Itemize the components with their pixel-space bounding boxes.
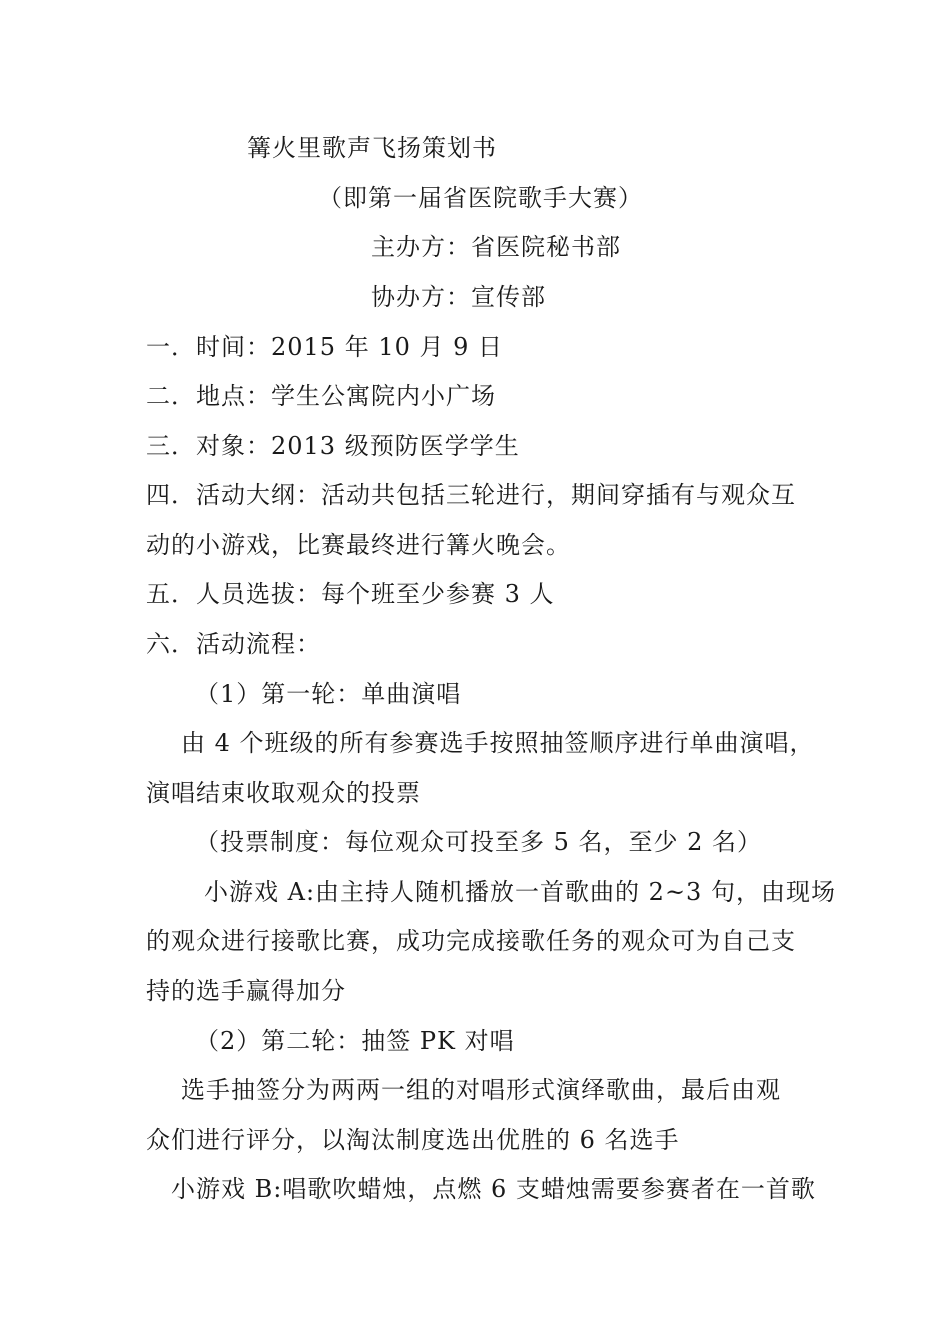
section-audience: 三．对象：2013 级预防医学学生 (146, 432, 520, 460)
round2-line-1: 选手抽签分为两两一组的对唱形式演绎歌曲，最后由观 (181, 1076, 781, 1104)
round1-heading: （1）第一轮：单曲演唱 (195, 680, 462, 708)
game-b-line-1: 小游戏 B:唱歌吹蜡烛，点燃 6 支蜡烛需要参赛者在一首歌 (171, 1175, 816, 1203)
game-a-line-1: 小游戏 A:由主持人随机播放一首歌曲的 2~3 句，由现场 (204, 878, 836, 906)
game-a-line-3: 持的选手赢得加分 (146, 977, 346, 1005)
round2-heading: （2）第二轮：抽签 PK 对唱 (195, 1027, 515, 1055)
round1-line-1: 由 4 个班级的所有参赛选手按照抽签顺序进行单曲演唱， (181, 729, 815, 757)
section-outline-line-1: 四．活动大纲：活动共包括三轮进行，期间穿插有与观众互 (146, 481, 796, 509)
round1-line-2: 演唱结束收取观众的投票 (146, 779, 421, 807)
section-time: 一．时间：2015 年 10 月 9 日 (146, 333, 504, 361)
organizer-line: 主办方：省医院秘书部 (371, 233, 621, 261)
section-place: 二．地点：学生公寓院内小广场 (146, 382, 496, 410)
section-flow-heading: 六．活动流程： (146, 630, 321, 658)
co-organizer-line: 协办方：宣传部 (371, 283, 546, 311)
game-a-line-2: 的观众进行接歌比赛，成功完成接歌任务的观众可为自己支 (146, 927, 796, 955)
document-title: 篝火里歌声飞扬策划书 (247, 134, 497, 162)
document-subtitle: （即第一届省医院歌手大赛） (318, 184, 643, 212)
round2-line-2: 众们进行评分，以淘汰制度选出优胜的 6 名选手 (146, 1126, 680, 1154)
section-outline-line-2: 动的小游戏，比赛最终进行篝火晚会。 (146, 531, 571, 559)
round1-vote-rule: （投票制度：每位观众可投至多 5 名，至少 2 名） (195, 828, 763, 856)
section-selection: 五．人员选拔：每个班至少参赛 3 人 (146, 580, 555, 608)
